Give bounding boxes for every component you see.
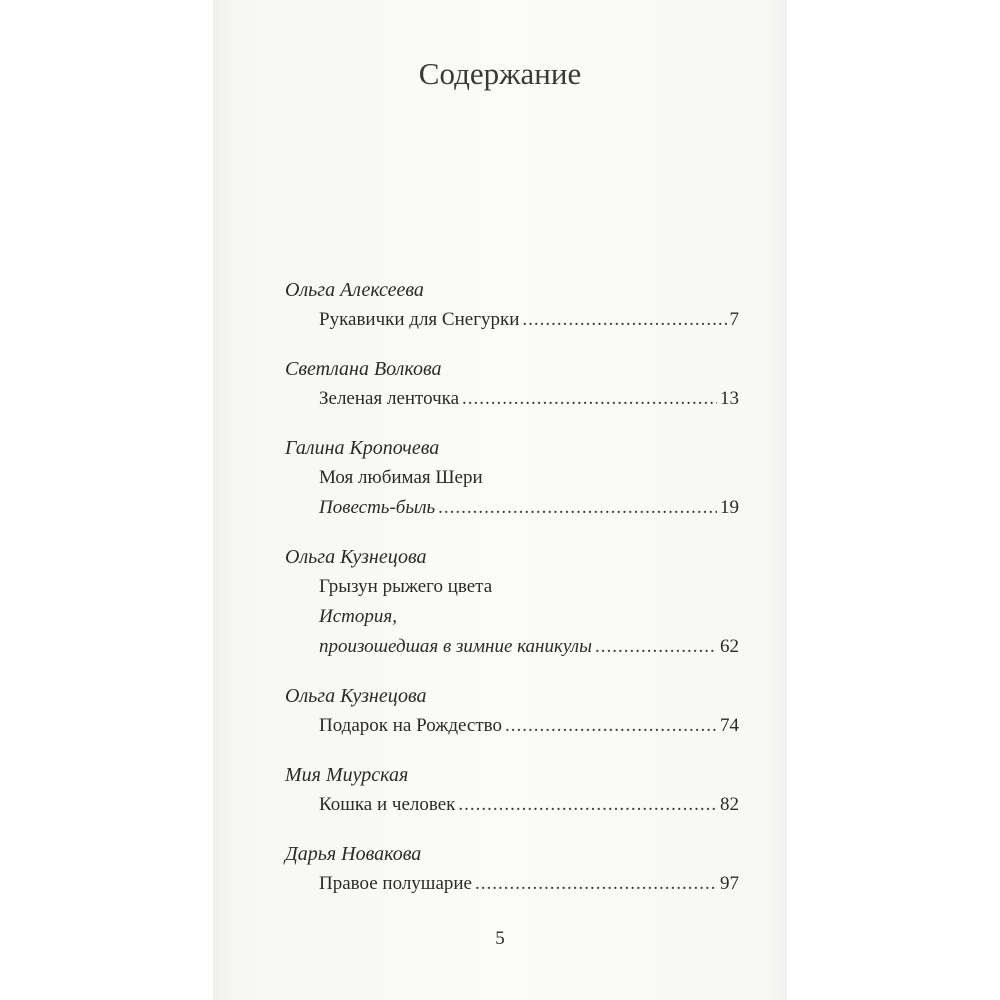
page-reference: 97 xyxy=(720,873,739,894)
author-name: Ольга Кузнецова xyxy=(285,685,427,707)
page-reference: 62 xyxy=(720,636,739,657)
dot-leader xyxy=(522,305,726,335)
dot-leader xyxy=(475,869,717,899)
dot-leader xyxy=(595,632,717,662)
page-reference: 82 xyxy=(720,794,739,815)
story-title: Правое полушарие xyxy=(319,873,472,894)
toc-line xyxy=(319,384,739,414)
toc-line xyxy=(319,602,739,632)
story-subtitle: История, xyxy=(319,606,397,627)
page-title: Содержание xyxy=(418,56,582,91)
toc-entry xyxy=(285,354,739,414)
author-name: Дарья Новакова xyxy=(285,843,422,865)
toc-entry xyxy=(285,542,739,662)
story-title: Грызун рыжего цвета xyxy=(319,576,493,597)
dot-leader xyxy=(458,790,717,820)
author-name: Ольга Алексеева xyxy=(285,279,424,301)
author-name: Галина Кропочева xyxy=(285,437,440,459)
story-title: Моя любимая Шери xyxy=(319,467,483,488)
toc-entry xyxy=(285,681,739,741)
story-subtitle: Повесть-быль xyxy=(319,497,436,518)
dot-leader xyxy=(462,384,717,414)
table-of-contents xyxy=(285,275,739,918)
author-name: Светлана Волкова xyxy=(285,358,442,380)
story-subtitle: произошедшая в зимние каникулы xyxy=(319,636,592,657)
page-number: 5 xyxy=(495,928,505,949)
page-reference: 7 xyxy=(729,309,739,330)
toc-line xyxy=(319,632,739,662)
toc-entry xyxy=(285,839,739,899)
dot-leader xyxy=(438,493,717,523)
toc-entry xyxy=(285,760,739,820)
story-title: Рукавички для Снегурки xyxy=(319,309,520,330)
story-title: Подарок на Рождество xyxy=(319,715,503,736)
toc-line xyxy=(319,463,739,493)
toc-line xyxy=(319,572,739,602)
story-title: Кошка и человек xyxy=(319,794,456,815)
toc-line xyxy=(319,711,739,741)
toc-line xyxy=(319,869,739,899)
dot-leader xyxy=(505,711,717,741)
toc-entry xyxy=(285,275,739,335)
toc-entry xyxy=(285,433,739,523)
page-reference: 74 xyxy=(720,715,739,736)
toc-line xyxy=(319,305,739,335)
page-reference: 13 xyxy=(720,388,739,409)
page-reference: 19 xyxy=(720,497,739,518)
story-title: Зеленая ленточка xyxy=(319,388,460,409)
toc-line xyxy=(319,790,739,820)
toc-line xyxy=(319,493,739,523)
author-name: Мия Миурская xyxy=(285,764,409,786)
author-name: Ольга Кузнецова xyxy=(285,546,427,568)
